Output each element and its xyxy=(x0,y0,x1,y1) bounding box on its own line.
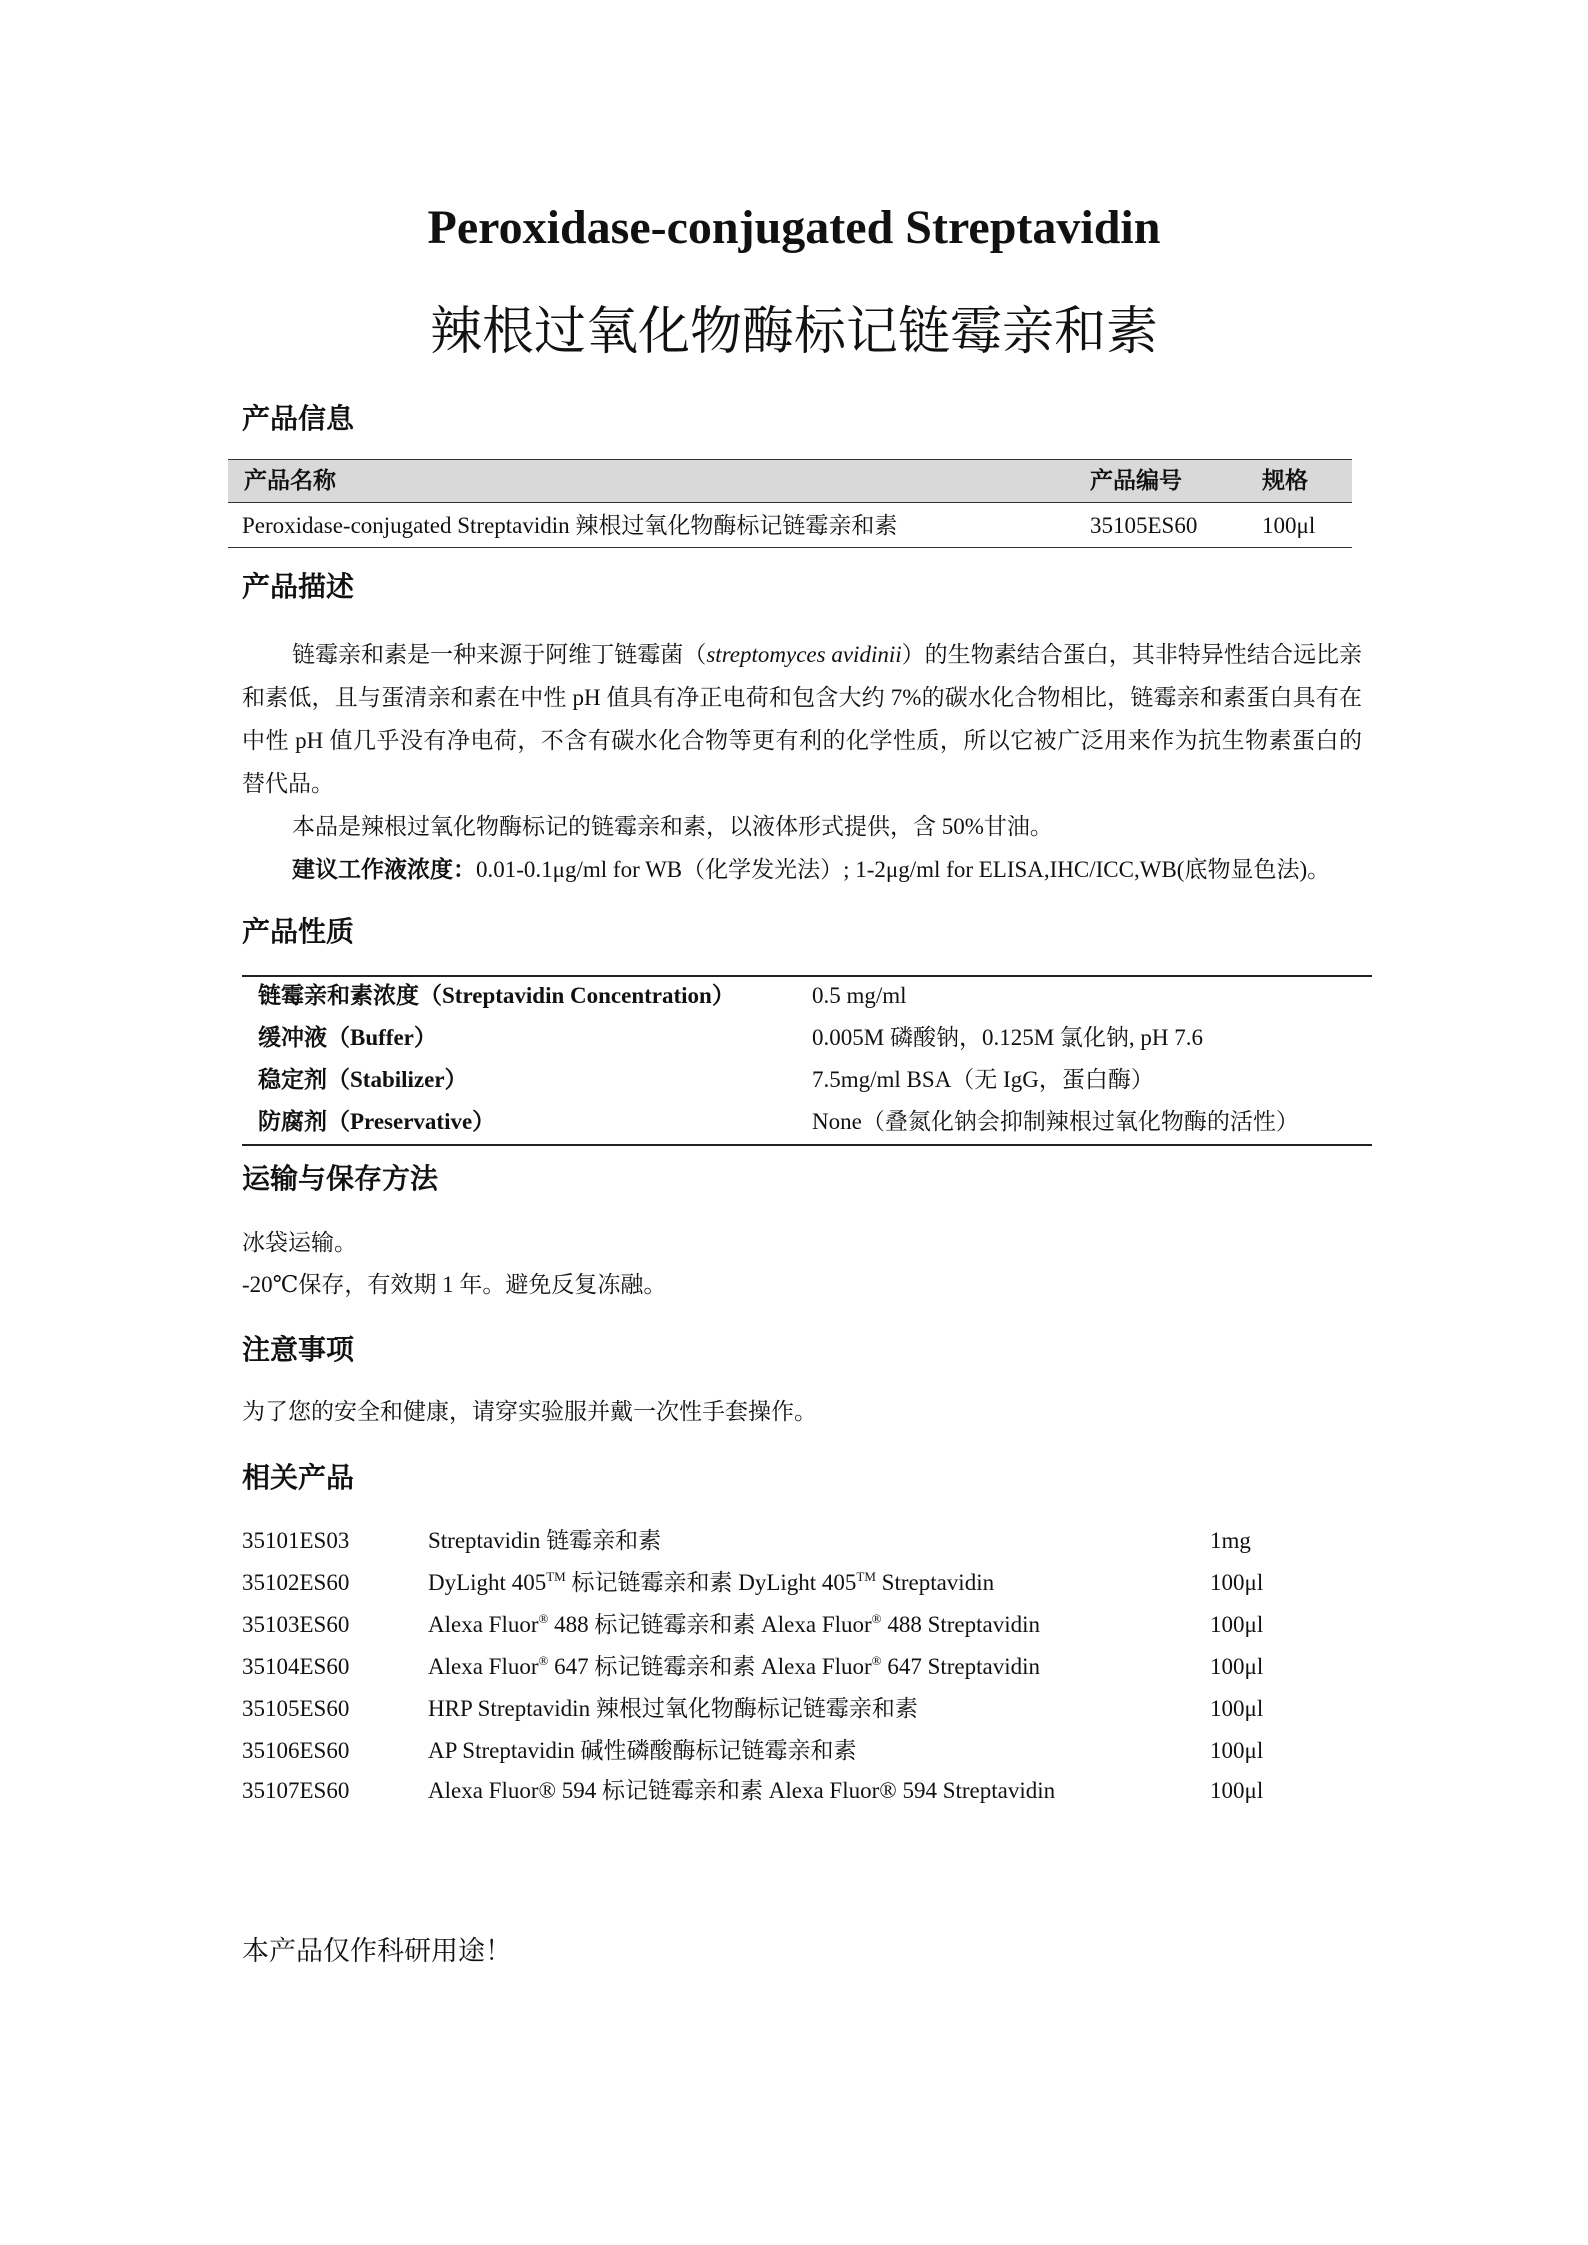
related-spec: 100μl xyxy=(1210,1654,1264,1679)
related-code: 35105ES60 xyxy=(242,1696,350,1721)
title-chinese: 辣根过氧化物酶标记链霉亲和素 xyxy=(429,304,1158,361)
related-code: 35107ES60 xyxy=(242,1778,350,1803)
description-body xyxy=(242,633,1362,891)
info-header-spec: 规格 xyxy=(1262,468,1308,493)
section-heading-notes: 注意事项 xyxy=(242,1335,355,1366)
related-name: HRP Streptavidin 辣根过氧化物酶标记链霉亲和素 xyxy=(428,1696,918,1721)
related-code: 35103ES60 xyxy=(242,1612,350,1637)
properties-top-rule xyxy=(242,975,1372,977)
related-spec: 100μl xyxy=(1210,1612,1264,1637)
info-cell-spec: 100μl xyxy=(1262,513,1316,538)
section-heading-properties: 产品性质 xyxy=(242,917,355,948)
property-label-stabilizer: 稳定剂（Stabilizer） xyxy=(258,1067,468,1092)
property-value-buffer: 0.005M 磷酸钠，0.125M 氯化钠, pH 7.6 xyxy=(812,1025,1204,1050)
properties-bottom-rule xyxy=(242,1144,1372,1146)
property-label-preservative: 防腐剂（Preservative） xyxy=(258,1109,496,1134)
property-label-buffer: 缓冲液（Buffer） xyxy=(258,1025,437,1050)
related-name: DyLight 405™ 标记链霉亲和素 DyLight 405™ Streptavidin xyxy=(428,1569,995,1595)
section-heading-storage: 运输与保存方法 xyxy=(242,1164,439,1195)
storage-line-2: -20℃保存，有效期 1 年。避免反复冻融。 xyxy=(242,1272,667,1297)
notes-text: 为了您的安全和健康，请穿实验服并戴一次性手套操作。 xyxy=(242,1399,817,1424)
section-heading-info: 产品信息 xyxy=(242,404,355,435)
related-spec: 1mg xyxy=(1210,1528,1251,1553)
related-name: Alexa Fluor® 647 标记链霉亲和素 Alexa Fluor® 647 Streptavidin xyxy=(428,1653,1040,1679)
related-code: 35102ES60 xyxy=(242,1570,350,1595)
section-heading-related: 相关产品 xyxy=(242,1463,355,1494)
property-value-concentration: 0.5 mg/ml xyxy=(812,983,907,1008)
property-value-preservative: None（叠氮化钠会抑制辣根过氧化物酶的活性） xyxy=(812,1109,1299,1134)
storage-line-1: 冰袋运输。 xyxy=(242,1230,357,1255)
related-name: Streptavidin 链霉亲和素 xyxy=(428,1528,662,1553)
related-code: 35106ES60 xyxy=(242,1738,350,1763)
info-header-code: 产品编号 xyxy=(1090,468,1182,493)
related-name: Alexa Fluor® 594 标记链霉亲和素 Alexa Fluor® 594 Streptavidin xyxy=(428,1778,1056,1803)
info-cell-name: Peroxidase-conjugated Streptavidin 辣根过氧化物酶标记链霉亲和素 xyxy=(242,513,898,538)
related-code: 35101ES03 xyxy=(242,1528,350,1553)
title-english: Peroxidase-conjugated Streptavidin xyxy=(427,201,1161,254)
related-name: AP Streptavidin 碱性磷酸酶标记链霉亲和素 xyxy=(428,1738,857,1763)
footer-research-use-only: 本产品仅作科研用途！ xyxy=(242,1936,512,1966)
related-spec: 100μl xyxy=(1210,1696,1264,1721)
related-spec: 100μl xyxy=(1210,1778,1264,1803)
related-spec: 100μl xyxy=(1210,1570,1264,1595)
section-heading-description: 产品描述 xyxy=(242,572,355,603)
related-name: Alexa Fluor® 488 标记链霉亲和素 Alexa Fluor® 488 Streptavidin xyxy=(428,1611,1040,1637)
info-table-header xyxy=(228,459,1352,503)
related-code: 35104ES60 xyxy=(242,1654,350,1679)
related-spec: 100μl xyxy=(1210,1738,1264,1763)
property-value-stabilizer: 7.5mg/ml BSA（无 IgG，蛋白酶） xyxy=(812,1067,1154,1092)
description-paragraph-1: 链霉亲和素是一种来源于阿维丁链霉菌（streptomyces avidinii）的生物素结合蛋白，其非特异性结合远比亲和素低，且与蛋清亲和素在中性 pH 值具有净正电荷和包含大约 7%的碳水化合物相比，链霉亲和素蛋白具有在中性 pH 值几乎没有净电荷，不含有碳水化合物等更有利的化学性质，所以它被广泛用来作为抗生物素蛋白的替代品。 xyxy=(242,642,1363,796)
property-label-concentration: 链霉亲和素浓度（Streptavidin Concentration） xyxy=(258,983,735,1008)
description-paragraph-2: 本品是辣根过氧化物酶标记的链霉亲和素，以液体形式提供，含 50%甘油。 xyxy=(292,814,1053,839)
info-table-bottom-rule xyxy=(228,547,1352,548)
info-header-name: 产品名称 xyxy=(244,468,336,493)
description-paragraph-3: 建议工作液浓度：0.01-0.1μg/ml for WB（化学发光法）; 1-2μg/ml for ELISA,IHC/ICC,WB(底物显色法)。 xyxy=(292,857,1331,882)
info-cell-code: 35105ES60 xyxy=(1090,513,1198,538)
